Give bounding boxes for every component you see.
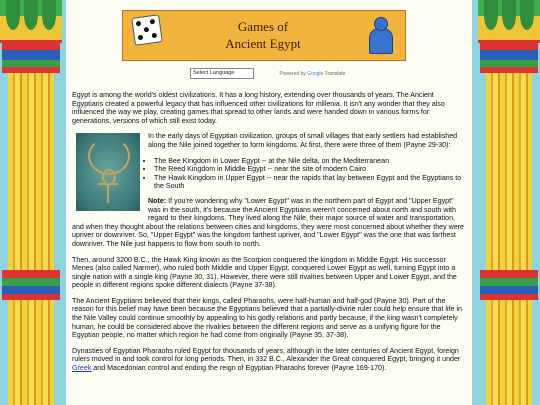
list-item: • The Hawk Kingdom in Upper Egypt -- near the rapids that lay between Egypt and the Egyptians to the South <box>154 174 466 191</box>
list-item: • The Reed Kingdom in Middle Egypt -- near the site of modern Cairo <box>154 165 466 174</box>
note-label: Note: <box>148 196 167 205</box>
game-pawn-icon <box>369 17 391 53</box>
site-header-banner[interactable] <box>122 10 406 61</box>
unification-paragraph: Then, around 3200 B.C., the Hawk King known as the Scorpion conquered the kingdom in Middle Egypt. His successor Menes (also called Narmer), who ruled both Middle and Upper Egypt, conquered Lower Egypt as well, turning Egypt into a single nation with a single king (Payne 30, 31). However, there were still rivalries between Upper and Lower Egypt, and the people in different regions spoke different dialects (Payne 37-38). <box>72 255 457 290</box>
site-title-line2: Ancient Egypt <box>225 36 301 51</box>
kingdoms-intro-paragraph: In the early days of Egyptian civilization, groups of small villages that early settlers had established along the Nile joined together to form kingdoms. At first, there were three of them (Payne 29-30): <box>148 132 458 149</box>
site-title <box>203 18 323 52</box>
article-body <box>72 91 466 380</box>
language-select[interactable]: Select Language <box>190 68 254 79</box>
right-column-decoration <box>478 0 540 405</box>
ankh-necklace-photo <box>76 133 140 211</box>
google-translate-widget <box>190 68 345 79</box>
dynasties-paragraph: Dynasties of Egyptian Pharaohs ruled Egypt for thousands of years, although in the later centuries of Ancient Egypt, foreign rulers moved in and took control for long periods. Then, in 332 B.C., Alexander the Great conquered Egypt, bringing it under Greek and Macedonian control and ending the reign of Egyptian Pharaohs forever (Payne 169-170). <box>72 346 461 373</box>
note-text: If you're wondering why "Lower Egypt" was in the northern part of Egypt and "Upper Egypt" was in the south, it's because the Ancient Egyptians weren't concerned about north and south with regard to their kingdoms. They lived along the Nile, their major source of water and transportation, and when they thought about the relations between cities and kingdoms, they were most concerned about whether they were upriver or downriver. So, "Upper Egypt" was the kingdom farthest upriver, and "Lower Egypt" was the one that was farthest downriver. The Nile just happens to flow from south to north. <box>72 196 464 248</box>
google-logo: Google <box>307 70 324 77</box>
left-column-decoration <box>0 0 62 405</box>
greek-link[interactable]: Greek <box>72 364 92 373</box>
intro-paragraph: Egypt is among the world's oldest civilizations. It has a long history, extending over thousands of years. The Ancient Egyptians created a powerful legacy that has influenced other civilizations for millenia. It isn't any wonder that they also influenced the way we play, creating games that spread to other lands and were handed down in various forms for generations, versions of which still exist today. <box>72 91 445 125</box>
powered-by-google-translate[interactable]: Powered by Google Translate <box>279 70 346 77</box>
site-title-line1: Games of <box>237 19 289 34</box>
pharaohs-paragraph: The Ancient Egyptians believed that their kings, called Pharaohs, were half-human and half-god (Payne 30). Part of the reason for this belief may have been because the Egyptians believed that a partially-divine ruler could help ensure that life in the Nile Valley could continue smoothly by appealing to his godly relations and partly because, if the king wasn't completely human, he could be considered above the rivalries between the different regions and serve as a unifying figure for the Egyptian people, no matter which region he had come from originally (Payne 35, 37-38). <box>72 296 462 340</box>
dice-icon <box>131 14 163 46</box>
list-item: • The Bee Kingdom in Lower Egypt -- at the Nile delta, on the Mediterranean <box>154 157 466 166</box>
page-content <box>66 0 472 405</box>
